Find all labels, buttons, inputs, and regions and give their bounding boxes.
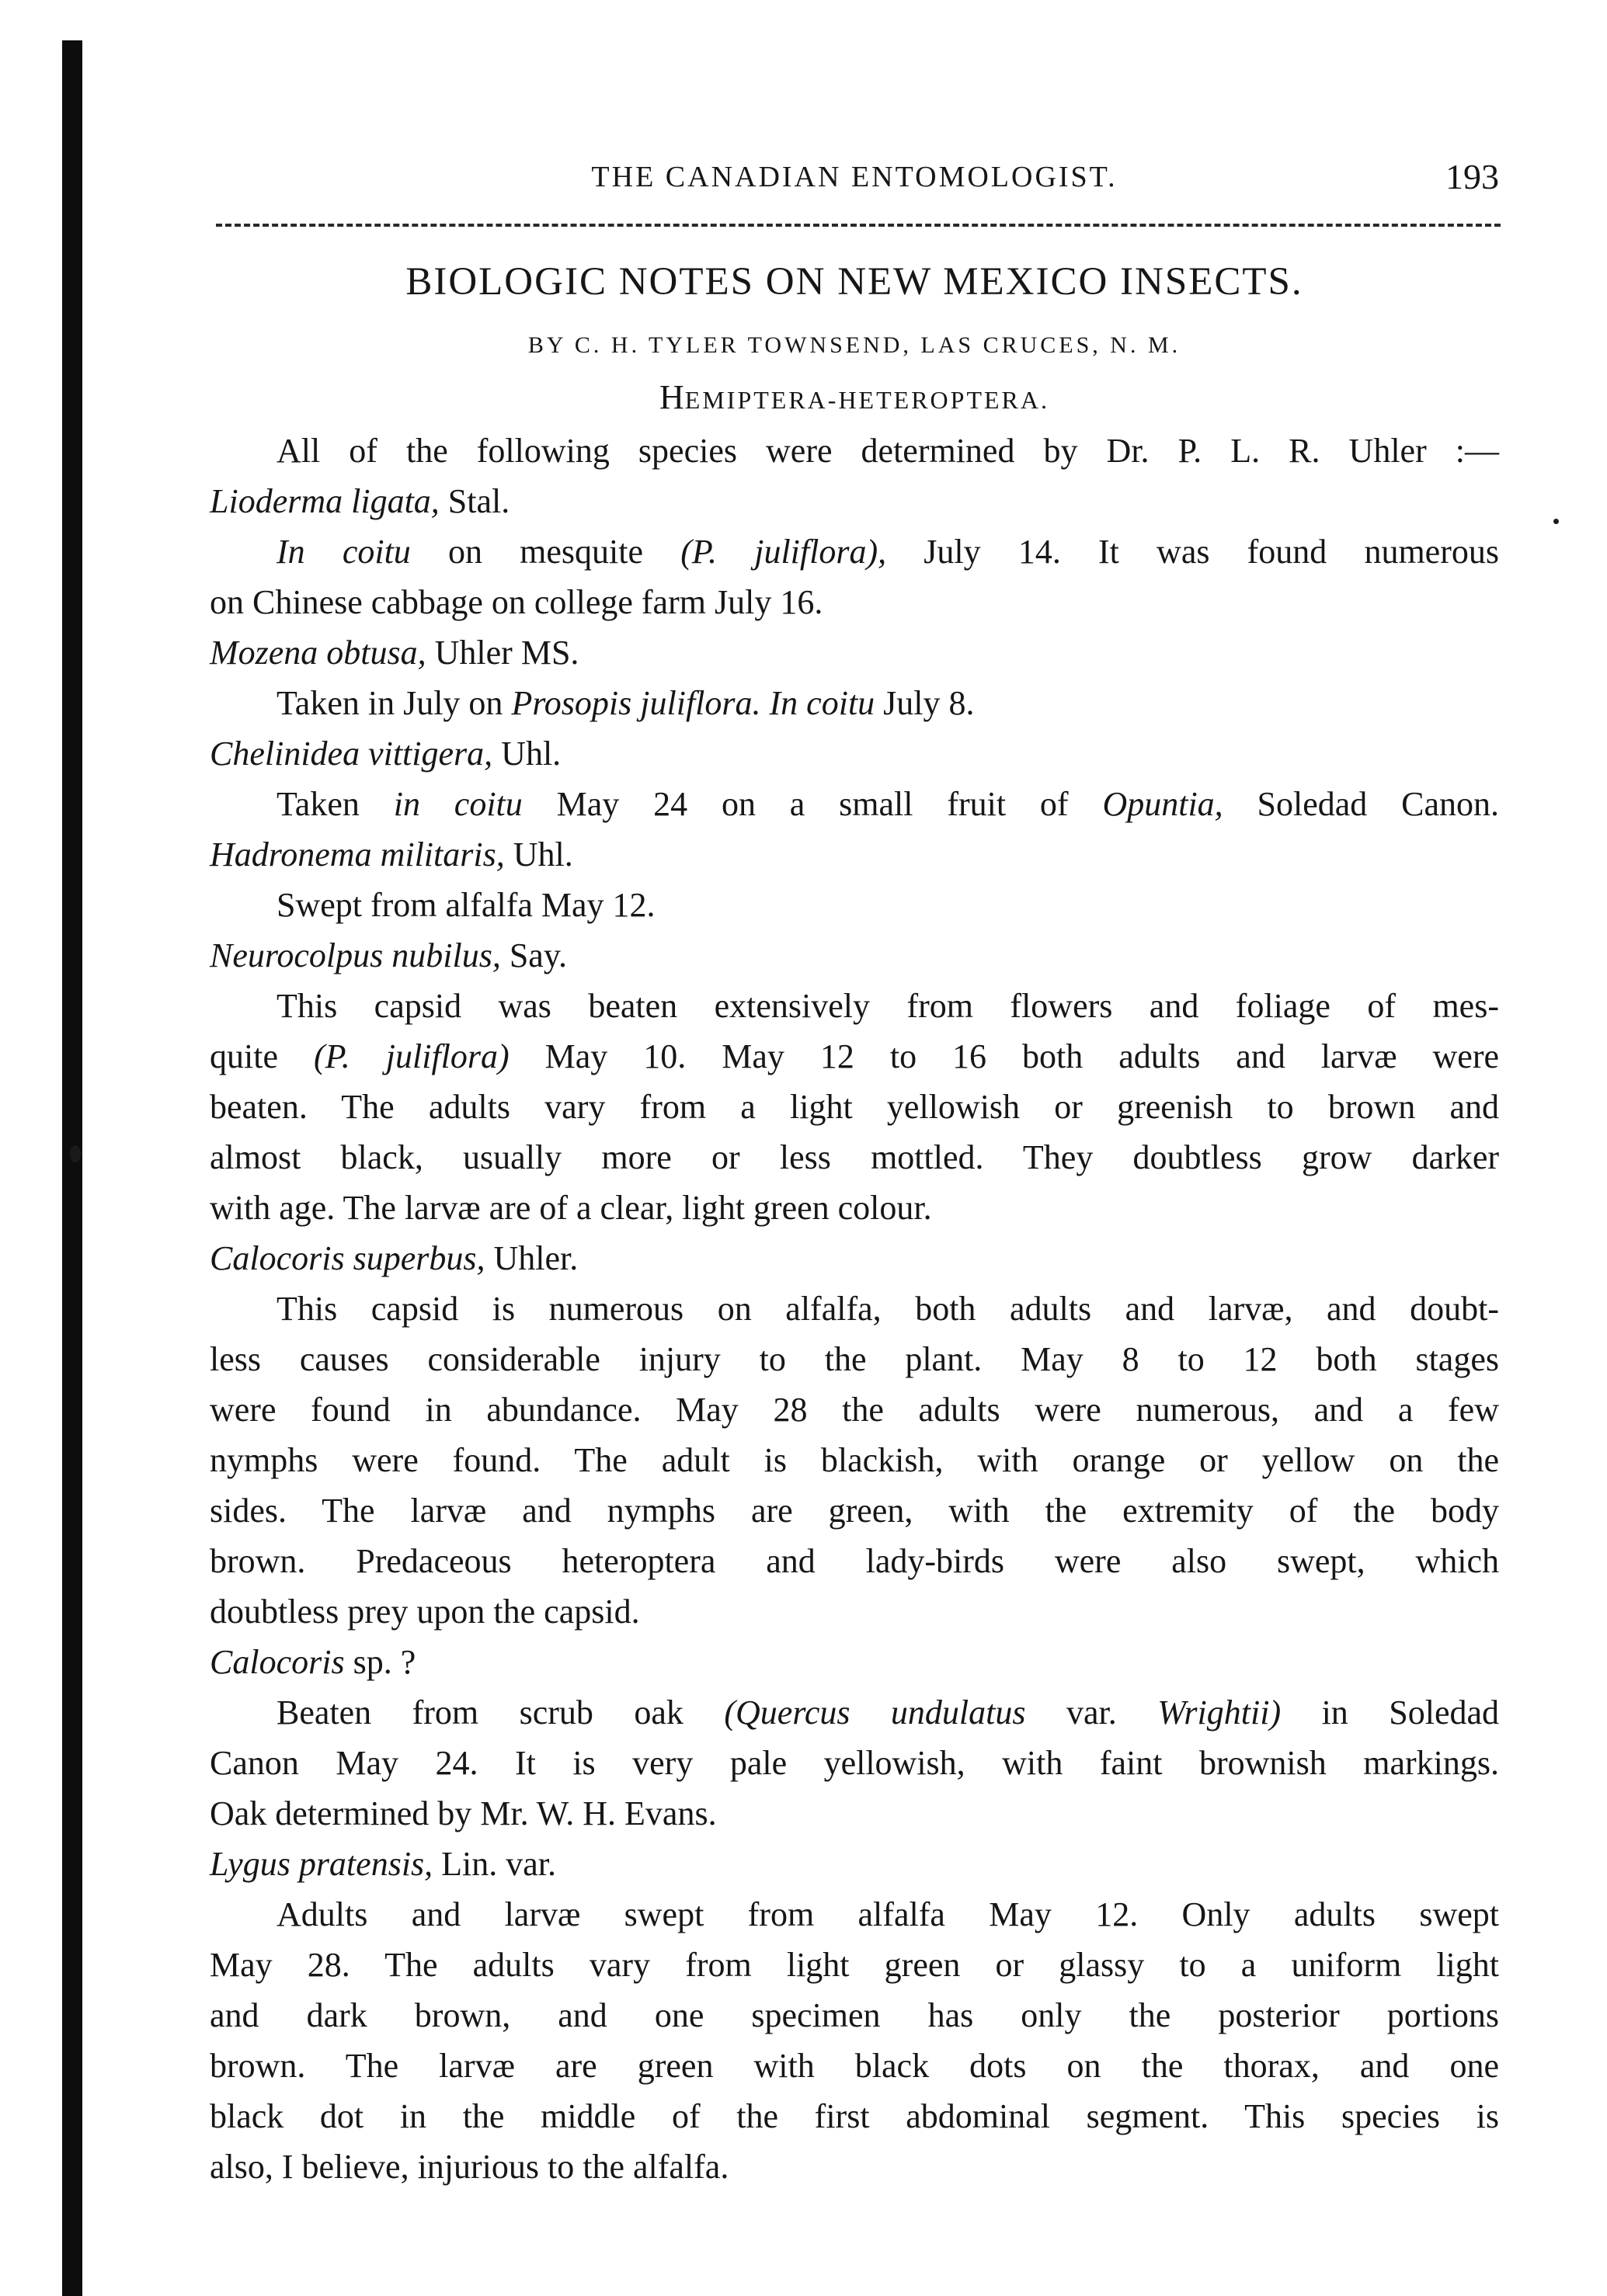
species-author: Lin. var. bbox=[433, 1845, 557, 1883]
scan-speck bbox=[70, 1145, 81, 1162]
text-line: almost black, usually more or less mottled. They doubtless grow darker bbox=[210, 1138, 1499, 1176]
text-line: Beaten from scrub oak (Quercus undulatus var. Wrightii) in Soledad bbox=[277, 1693, 1500, 1732]
scan-edge bbox=[62, 40, 82, 2296]
text-line: brown. Predaceous heteroptera and lady-birds were also swept, which bbox=[210, 1542, 1499, 1580]
text-line: less causes considerable injury to the plant. May 8 to 12 both stages bbox=[210, 1340, 1499, 1378]
section-heading-rest: EMIPTERA-HETEROPTERA. bbox=[684, 386, 1049, 414]
species-name: Lygus pratensis, bbox=[210, 1845, 433, 1883]
text-line: This capsid was beaten extensively from flowers and foliage of mes- bbox=[277, 987, 1499, 1025]
species-heading bbox=[210, 476, 1499, 526]
species-heading bbox=[210, 829, 1499, 880]
section-heading bbox=[210, 376, 1499, 422]
text-line: In coitu on mesquite (P. juliflora), July 14. It was found numerous bbox=[277, 533, 1499, 571]
text-line: brown. The larvæ are green with black dots on the thorax, and one bbox=[210, 2047, 1499, 2085]
scan-speck bbox=[1553, 519, 1559, 524]
text-line: doubtless prey upon the capsid. bbox=[210, 1593, 640, 1631]
species-author: Say. bbox=[500, 936, 567, 974]
text-line: black dot in the middle of the first abdominal segment. This species is bbox=[210, 2097, 1499, 2135]
text-line: Canon May 24. It is very pale yellowish, with faint brownish markings. bbox=[210, 1744, 1499, 1782]
text-line: Taken in coitu May 24 on a small fruit of Opuntia, Soledad Canon. bbox=[277, 785, 1499, 823]
species-heading bbox=[210, 728, 1499, 779]
section-heading-initial: H bbox=[659, 378, 685, 416]
species-heading bbox=[210, 627, 1499, 678]
species-heading bbox=[210, 1637, 1499, 1687]
byline: BY C. H. TYLER TOWNSEND, LAS CRUCES, N. M. bbox=[527, 332, 1181, 358]
text-line: were found in abundance. May 28 the adults were numerous, and a few bbox=[210, 1391, 1499, 1429]
species-name: Neurocolpus nubilus, bbox=[210, 936, 501, 974]
species-name: Mozena obtusa, bbox=[210, 634, 426, 672]
text-line: Taken in July on Prosopis juliflora. In coitu July 8. bbox=[277, 684, 975, 722]
text-line: with age. The larvæ are of a clear, light green colour. bbox=[210, 1189, 932, 1227]
text-line: beaten. The adults vary from a light yellowish or greenish to brown and bbox=[210, 1088, 1499, 1126]
text-line: quite (P. juliflora) May 10. May 12 to 16 both adults and larvæ were bbox=[210, 1037, 1499, 1075]
species-author: Stal. bbox=[439, 482, 510, 520]
journal-title: THE CANADIAN ENTOMOLOGIST. bbox=[591, 161, 1118, 193]
text-line: and dark brown, and one specimen has only the posterior portions bbox=[210, 1996, 1499, 2034]
text-line: This capsid is numerous on alfalfa, both adults and larvæ, and doubt- bbox=[277, 1290, 1499, 1328]
species-heading bbox=[210, 1233, 1499, 1283]
text-line: on Chinese cabbage on college farm July 16. bbox=[210, 583, 823, 621]
species-author: Uhl. bbox=[504, 835, 573, 874]
species-author: Uhler. bbox=[485, 1239, 579, 1277]
text-line: also, I believe, injurious to the alfalfa. bbox=[210, 2148, 729, 2186]
species-name: Chelinidea vittigera, bbox=[210, 735, 493, 773]
header-rule bbox=[216, 224, 1501, 227]
species-name: Hadronema militaris, bbox=[210, 835, 505, 874]
article-title: BIOLOGIC NOTES ON NEW MEXICO INSECTS. bbox=[405, 260, 1303, 304]
species-heading bbox=[210, 930, 1499, 981]
species-author: sp. ? bbox=[344, 1643, 416, 1681]
article-body bbox=[210, 426, 1499, 2192]
species-name: Calocoris superbus, bbox=[210, 1239, 485, 1277]
running-head bbox=[210, 154, 1499, 200]
text-line: May 28. The adults vary from light green or glassy to a uniform light bbox=[210, 1946, 1499, 1984]
species-heading bbox=[210, 1839, 1499, 1889]
intro-line: All of the following species were determined by Dr. P. L. R. Uhler :— bbox=[277, 432, 1499, 470]
species-author: Uhl. bbox=[492, 735, 562, 773]
species-name: Calocoris bbox=[210, 1643, 345, 1681]
text-line: Oak determined by Mr. W. H. Evans. bbox=[210, 1794, 717, 1832]
species-name: Lioderma ligata, bbox=[210, 482, 440, 520]
text-line: sides. The larvæ and nymphs are green, with the extremity of the body bbox=[210, 1492, 1499, 1530]
text-line: Swept from alfalfa May 12. bbox=[277, 886, 656, 924]
text-line: Adults and larvæ swept from alfalfa May 12. Only adults swept bbox=[277, 1895, 1499, 1933]
text-line: nymphs were found. The adult is blackish, with orange or yellow on the bbox=[210, 1441, 1499, 1479]
page-number: 193 bbox=[1445, 157, 1499, 196]
species-author: Uhler MS. bbox=[426, 634, 579, 672]
